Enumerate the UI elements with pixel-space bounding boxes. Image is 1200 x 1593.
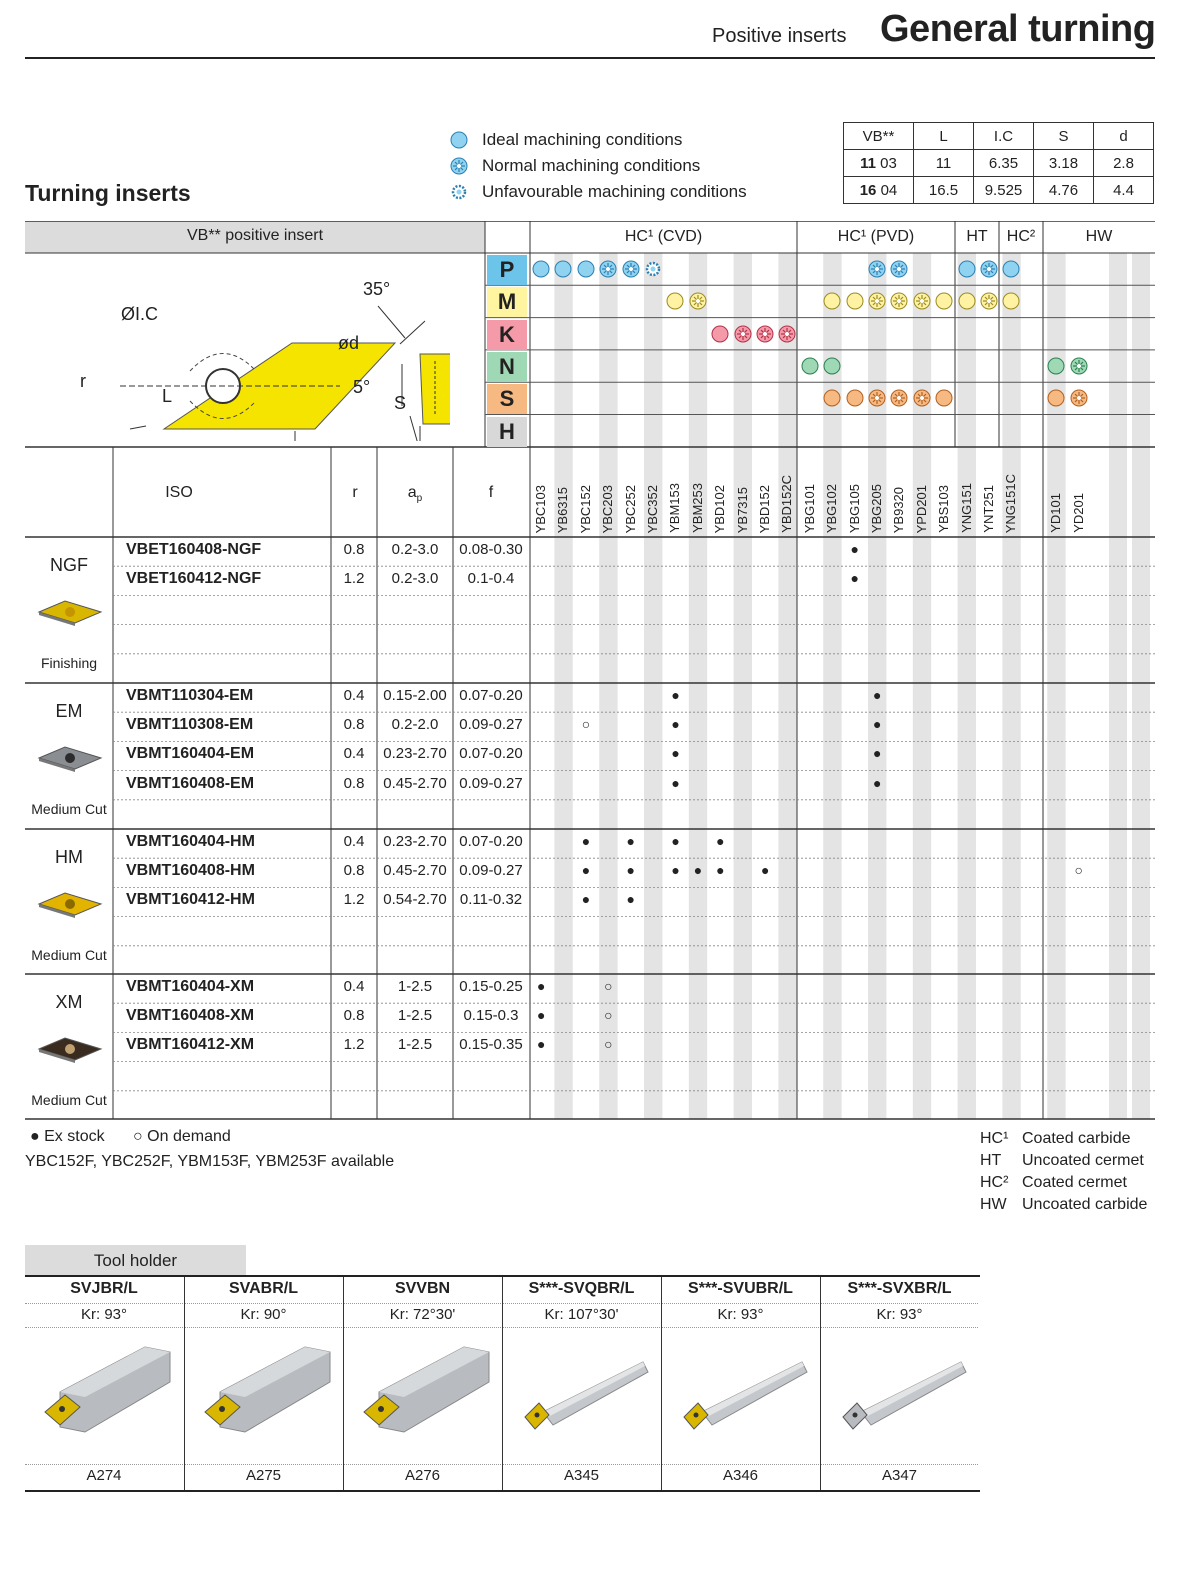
insert-photo-icon [37,889,103,919]
tool-holder-tab: Tool holder [25,1245,246,1275]
ex-stock-dot-icon: ● [671,745,680,762]
ideal-circle-icon [710,324,730,344]
ex-stock-dot-icon: ● [536,978,546,994]
ideal-circle-icon [957,291,977,311]
grade-label: YBG205 [869,483,884,533]
tool-holder-name: SVABR/L [228,1280,299,1297]
ideal-circle-icon [553,259,573,279]
section-description: Medium Cut [31,801,107,817]
iso-code: VBMT160412-XM [126,1036,255,1054]
dim-cell: 2.8 [1094,150,1154,177]
divider [503,1464,660,1465]
abbr-row: HT Uncoated cermet [980,1152,1144,1169]
radius-value: 1.2 [343,1036,365,1054]
grade-label: YNG151 [958,483,974,533]
radius-value: 0.8 [343,1007,365,1025]
material-p: P [487,255,527,285]
divider [503,1303,660,1304]
grade-label: YD201 [1070,493,1086,533]
diagram-label-r: r [80,371,86,391]
depth-of-cut-value: 0.2-2.0 [391,716,439,734]
ex-stock-dot-icon: ● [872,716,882,733]
diagram-label-l: L [162,386,173,406]
grade-label: YBC152 [577,484,593,533]
dimension-table [843,122,1154,204]
header-rule [25,57,1155,59]
divider [503,1327,660,1328]
dim-cell: 11 [914,150,974,177]
grade-label: YB6315 [555,486,571,533]
grade-group-header: HW [1085,228,1113,245]
depth-of-cut-value: 0.2-3.0 [391,570,439,588]
unfavourable-flower-icon [643,259,663,279]
divider [344,1327,501,1328]
material-k: K [487,320,527,350]
grade-label: YBD152 [757,484,772,533]
normal-flower-icon [867,259,887,279]
on-demand-ring-icon: ○ [604,978,613,994]
section-description: Medium Cut [31,947,107,963]
ideal-circle-icon [576,259,596,279]
ideal-circle-icon [934,291,954,311]
abbr-row: HW Uncoated carbide [980,1196,1148,1213]
material-h: H [487,417,527,447]
radius-value: 0.8 [343,774,365,792]
ex-stock-dot-icon: ● [850,570,860,587]
normal-flower-icon [889,259,909,279]
section-description: Finishing [40,655,98,671]
ex-stock-dot-icon: ● [581,833,591,849]
normal-flower-icon [979,259,999,279]
abbr-row: HC¹ Coated carbide [980,1130,1131,1147]
grade-label: YBS103 [936,485,952,533]
tool-holder-page: A345 [563,1467,600,1484]
ex-stock-dot-icon: ● [716,862,725,879]
ex-stock-dot-icon: ● [536,1036,546,1053]
normal-flower-icon [979,291,999,311]
tool-holder-kr: Kr: 93° [717,1306,764,1323]
insert-photo-icon [37,597,103,627]
footer-legend [30,1128,231,1146]
tool-holder-item [661,1277,819,1490]
tool-holder-kr: Kr: 93° [876,1306,923,1323]
radius-value: 1.2 [343,891,365,909]
tool-holder-item [343,1277,501,1490]
radius-value: 0.8 [343,862,365,880]
tool-holder-kr: Kr: 93° [80,1306,128,1323]
ideal-circle-icon [1001,291,1021,311]
dim-cell: 6.35 [974,150,1034,177]
grade-label: YNG151C [1003,473,1019,533]
ex-stock-dot-icon: ● [626,833,636,849]
section-description: Medium Cut [31,1092,107,1108]
shaded-grade-column [554,253,572,1119]
depth-of-cut-value: 1-2.5 [397,978,433,995]
ideal-circle-icon [450,131,468,149]
normal-flower-icon [755,324,775,344]
insert-photo-icon [37,1034,103,1064]
feed-value: 0.15-0.35 [459,1036,523,1054]
depth-of-cut-value: 0.23-2.70 [383,833,447,850]
ideal-circle-icon [800,356,820,376]
tool-holder-page: A346 [722,1467,759,1484]
tool-holder-item [184,1277,342,1490]
dim-cell: 4.76 [1034,177,1094,204]
depth-of-cut-value: 1-2.5 [397,1036,433,1054]
grade-group-header: HC¹ (CVD) [624,228,703,245]
material-n: N [487,352,527,382]
on-demand-ring-icon: ○ [581,716,591,733]
feed-value: 0.1-0.4 [467,570,515,588]
feed-value: 0.11-0.32 [459,891,523,909]
insert-photo-icon [37,743,103,773]
dim-header-l: L [914,123,974,150]
shaded-grade-column [1109,253,1127,1119]
grade-label: YPD201 [913,484,929,533]
grade-label: YB7315 [734,486,750,533]
ex-stock-dot-icon: ● [716,833,725,849]
divider [821,1303,978,1304]
material-s: S [487,384,527,414]
col-header-iso: ISO [165,484,193,501]
normal-flower-icon [889,388,909,408]
grade-label: YBC103 [533,484,548,533]
grade-group-header: HC² [1006,228,1036,245]
iso-code: VBMT160404-XM [126,978,255,995]
ideal-circle-icon [822,356,842,376]
tool-holder-image [344,1337,502,1457]
iso-code: VBET160408-NGF [126,541,262,558]
col-header-r: r [352,484,358,501]
grade-label: YBG105 [846,483,862,533]
normal-flower-icon [598,259,618,279]
legend-normal [450,156,700,176]
legend-ideal [450,130,682,150]
on-demand-ring-icon: ○ [604,1007,613,1024]
radius-value: 0.4 [343,978,365,995]
material-m: M [487,287,527,317]
radius-value: 1.2 [343,570,365,588]
feed-value: 0.09-0.27 [459,774,523,792]
tool-holder-kr: Kr: 90° [240,1306,287,1323]
normal-flower-icon [912,388,932,408]
normal-flower-icon [450,157,468,175]
depth-of-cut-value: 0.54-2.70 [383,891,447,909]
ideal-circle-icon [1001,259,1021,279]
tool-holder-page: A275 [245,1467,282,1484]
tool-holder-image [821,1337,979,1457]
radius-value: 0.4 [343,833,365,850]
shaded-grade-column [689,253,707,1119]
grade-label: YBM253 [689,483,705,533]
iso-code: VBET160412-NGF [126,570,262,588]
ex-stock-dot-icon: ● [671,687,680,703]
section-code: EM [55,701,83,721]
insert-selection-table [25,221,1155,1121]
ideal-circle-icon [845,291,865,311]
dim-cell: 9.525 [974,177,1034,204]
radius-value: 0.4 [343,745,365,763]
section-title: Turning inserts [25,180,191,206]
ex-stock-dot-icon: ● [671,833,680,849]
diagram-label-s: S [394,393,407,413]
diagram-label-d: ød [338,333,360,353]
feed-value: 0.07-0.20 [459,687,523,704]
ideal-circle-icon [1046,356,1066,376]
ex-stock-dot-icon: ● [872,687,882,703]
dim-cell: 3.18 [1034,150,1094,177]
ideal-circle-icon [934,388,954,408]
iso-code: VBMT160408-EM [126,774,255,792]
grade-label: YBC252 [622,484,638,533]
tool-holder-name: S***-SVQBR/L [528,1280,635,1297]
iso-code: VBMT160412-HM [126,891,255,909]
divider [185,1464,342,1465]
col-header-f: f [488,484,494,501]
depth-of-cut-value: 1-2.5 [397,1007,433,1025]
ex-stock-dot-icon: ● [626,862,636,879]
legend-unfavourable [450,182,747,202]
ex-stock-dot-icon: ● [693,862,703,879]
dim-row-code: 11 03 [844,150,914,177]
grade-label: YD101 [1048,493,1064,533]
col-header-ap: $a_p$ [407,484,423,505]
on-demand-ring-icon: ○ [133,1128,143,1145]
ex-stock-dot-icon: ● [850,541,860,557]
grade-label: YNT251 [981,485,996,533]
on-demand-ring-icon: ○ [604,1036,613,1053]
shaded-grade-column [1047,253,1065,1119]
shaded-grade-column [823,253,841,1119]
divider [821,1464,978,1465]
shaded-grade-column [644,253,662,1119]
tool-holder-kr: Kr: 72°30' [389,1306,456,1323]
feed-value: 0.08-0.30 [459,541,523,558]
divider [344,1303,501,1304]
tool-holder-page: A347 [881,1467,918,1484]
ideal-circle-icon [822,291,842,311]
unfavourable-flower-icon [450,183,468,201]
dim-row-code: 16 04 [844,177,914,204]
tool-holder-name: S***-SVUBR/L [688,1280,793,1297]
ideal-circle-icon [1046,388,1066,408]
shaded-grade-column [1002,253,1020,1119]
divider [185,1303,342,1304]
grade-label: YBD102 [712,484,728,533]
normal-flower-icon [1069,356,1089,376]
legend-normal-label: Normal machining conditions [482,156,701,175]
tool-holder-item [502,1277,660,1490]
section-code: XM [55,992,83,1012]
dim-header-ic: I.C [974,123,1034,150]
tool-holder-name: S***-SVXBR/L [847,1280,952,1297]
tool-holder-image [503,1337,661,1457]
normal-flower-icon [621,259,641,279]
insert-diagram [80,266,450,441]
available-note: YBC152F, YBC252F, YBM153F, YBM253F available [25,1153,395,1170]
radius-value: 0.8 [343,716,365,734]
ex-stock-dot-icon: ● [671,774,680,791]
ideal-circle-icon [531,259,551,279]
normal-flower-icon [777,324,797,344]
tool-holder-bottom-rule [25,1490,980,1492]
feed-value: 0.15-0.3 [463,1007,519,1025]
ex-stock-dot-icon: ● [872,745,882,762]
tool-holder-page: A274 [86,1467,122,1484]
ideal-circle-icon [845,388,865,408]
ideal-circle-icon [822,388,842,408]
grade-group-header: HC¹ (PVD) [837,228,915,245]
ex-stock-dot-icon: ● [760,862,770,879]
on-demand-label: On demand [147,1128,231,1145]
feed-value: 0.09-0.27 [459,716,523,734]
feed-value: 0.09-0.27 [459,862,523,880]
normal-flower-icon [1069,388,1089,408]
section-code: HM [55,847,83,867]
grade-label: YBG101 [801,483,817,533]
shaded-grade-column [958,253,976,1119]
dim-header-vb: VB** [844,123,914,150]
tool-holder-kr: Kr: 107°30' [544,1306,619,1323]
grade-label: YBD152C [779,475,795,533]
diagram-label-angle35: 35° [363,279,391,299]
abbr-row: HC² Coated cermet [980,1174,1127,1191]
legend-unfavourable-label: Unfavourable machining conditions [482,182,747,201]
shaded-grade-column [734,253,752,1119]
legend-ideal-label: Ideal machining conditions [482,130,683,149]
divider [25,1303,183,1304]
ex-stock-dot-icon: ● [671,716,680,733]
tool-holder-item [25,1277,183,1490]
normal-flower-icon [889,291,909,311]
grade-label: YBG102 [824,483,840,533]
ex-stock-dot-icon: ● [671,862,680,879]
grade-label: YBC203 [600,484,616,533]
ex-stock-dot-icon: ● [626,891,636,908]
feed-value: 0.15-0.25 [459,978,523,995]
iso-code: VBMT160408-XM [126,1007,255,1025]
dim-cell: 4.4 [1094,177,1154,204]
ideal-circle-icon [665,291,685,311]
normal-flower-icon [688,291,708,311]
feed-value: 0.07-0.20 [459,833,523,850]
divider [25,1464,183,1465]
divider [185,1327,342,1328]
dim-header-d: d [1094,123,1154,150]
depth-of-cut-value: 0.23-2.70 [383,745,447,763]
normal-flower-icon [867,388,887,408]
iso-code: VBMT110308-EM [126,716,254,734]
header-subtitle: Positive inserts [712,25,847,47]
divider [821,1327,978,1328]
divider [25,1327,183,1328]
on-demand-ring-icon: ○ [1074,862,1084,879]
grade-label: YBM153 [667,483,683,533]
ex-stock-dot-icon: ● [581,891,591,908]
grade-label: YB9320 [891,486,907,533]
grade-group-header: HT [966,228,988,245]
depth-of-cut-value: 0.45-2.70 [383,862,447,880]
ex-stock-dot-icon: ● [536,1007,546,1024]
ex-stock-label: Ex stock [44,1128,105,1145]
ex-stock-dot-icon: ● [30,1128,40,1145]
divider [662,1464,819,1465]
tool-holder-image [185,1337,343,1457]
diagram-label-ic: ØI.C [121,304,159,324]
diagram-label-angle5: 5° [353,377,371,397]
tool-holder-image [662,1337,820,1457]
normal-flower-icon [912,291,932,311]
normal-flower-icon [867,291,887,311]
page-title: General turning [880,8,1156,50]
divider [662,1327,819,1328]
section-code: NGF [50,555,88,575]
radius-value: 0.8 [343,541,365,558]
shaded-grade-column [778,253,796,1119]
iso-code: VBMT110304-EM [126,687,254,704]
shaded-grade-column [1132,253,1150,1119]
dim-header-s: S [1034,123,1094,150]
ideal-circle-icon [957,259,977,279]
tool-holder-item [820,1277,978,1490]
tool-holder-name: SVJBR/L [70,1280,138,1297]
tool-holder-page: A276 [404,1467,441,1484]
normal-flower-icon [733,324,753,344]
iso-code: VBMT160408-HM [126,862,255,880]
depth-of-cut-value: 0.15-2.00 [383,687,447,704]
iso-code: VBMT160404-HM [126,833,255,850]
depth-of-cut-value: 0.45-2.70 [383,774,447,792]
radius-value: 0.4 [343,687,365,704]
divider [344,1464,501,1465]
ex-stock-dot-icon: ● [581,862,591,879]
shaded-grade-column [913,253,931,1119]
tool-holder-image [25,1337,183,1457]
shaded-grade-column [868,253,886,1119]
ex-stock-dot-icon: ● [872,774,882,791]
divider [662,1303,819,1304]
depth-of-cut-value: 0.2-3.0 [391,541,439,558]
grade-label: YBC352 [645,484,660,533]
tool-holder-name: SVVBN [394,1280,451,1297]
insert-title: VB** positive insert [186,227,324,244]
dim-cell: 16.5 [914,177,974,204]
feed-value: 0.07-0.20 [459,745,523,763]
iso-code: VBMT160404-EM [126,745,255,763]
